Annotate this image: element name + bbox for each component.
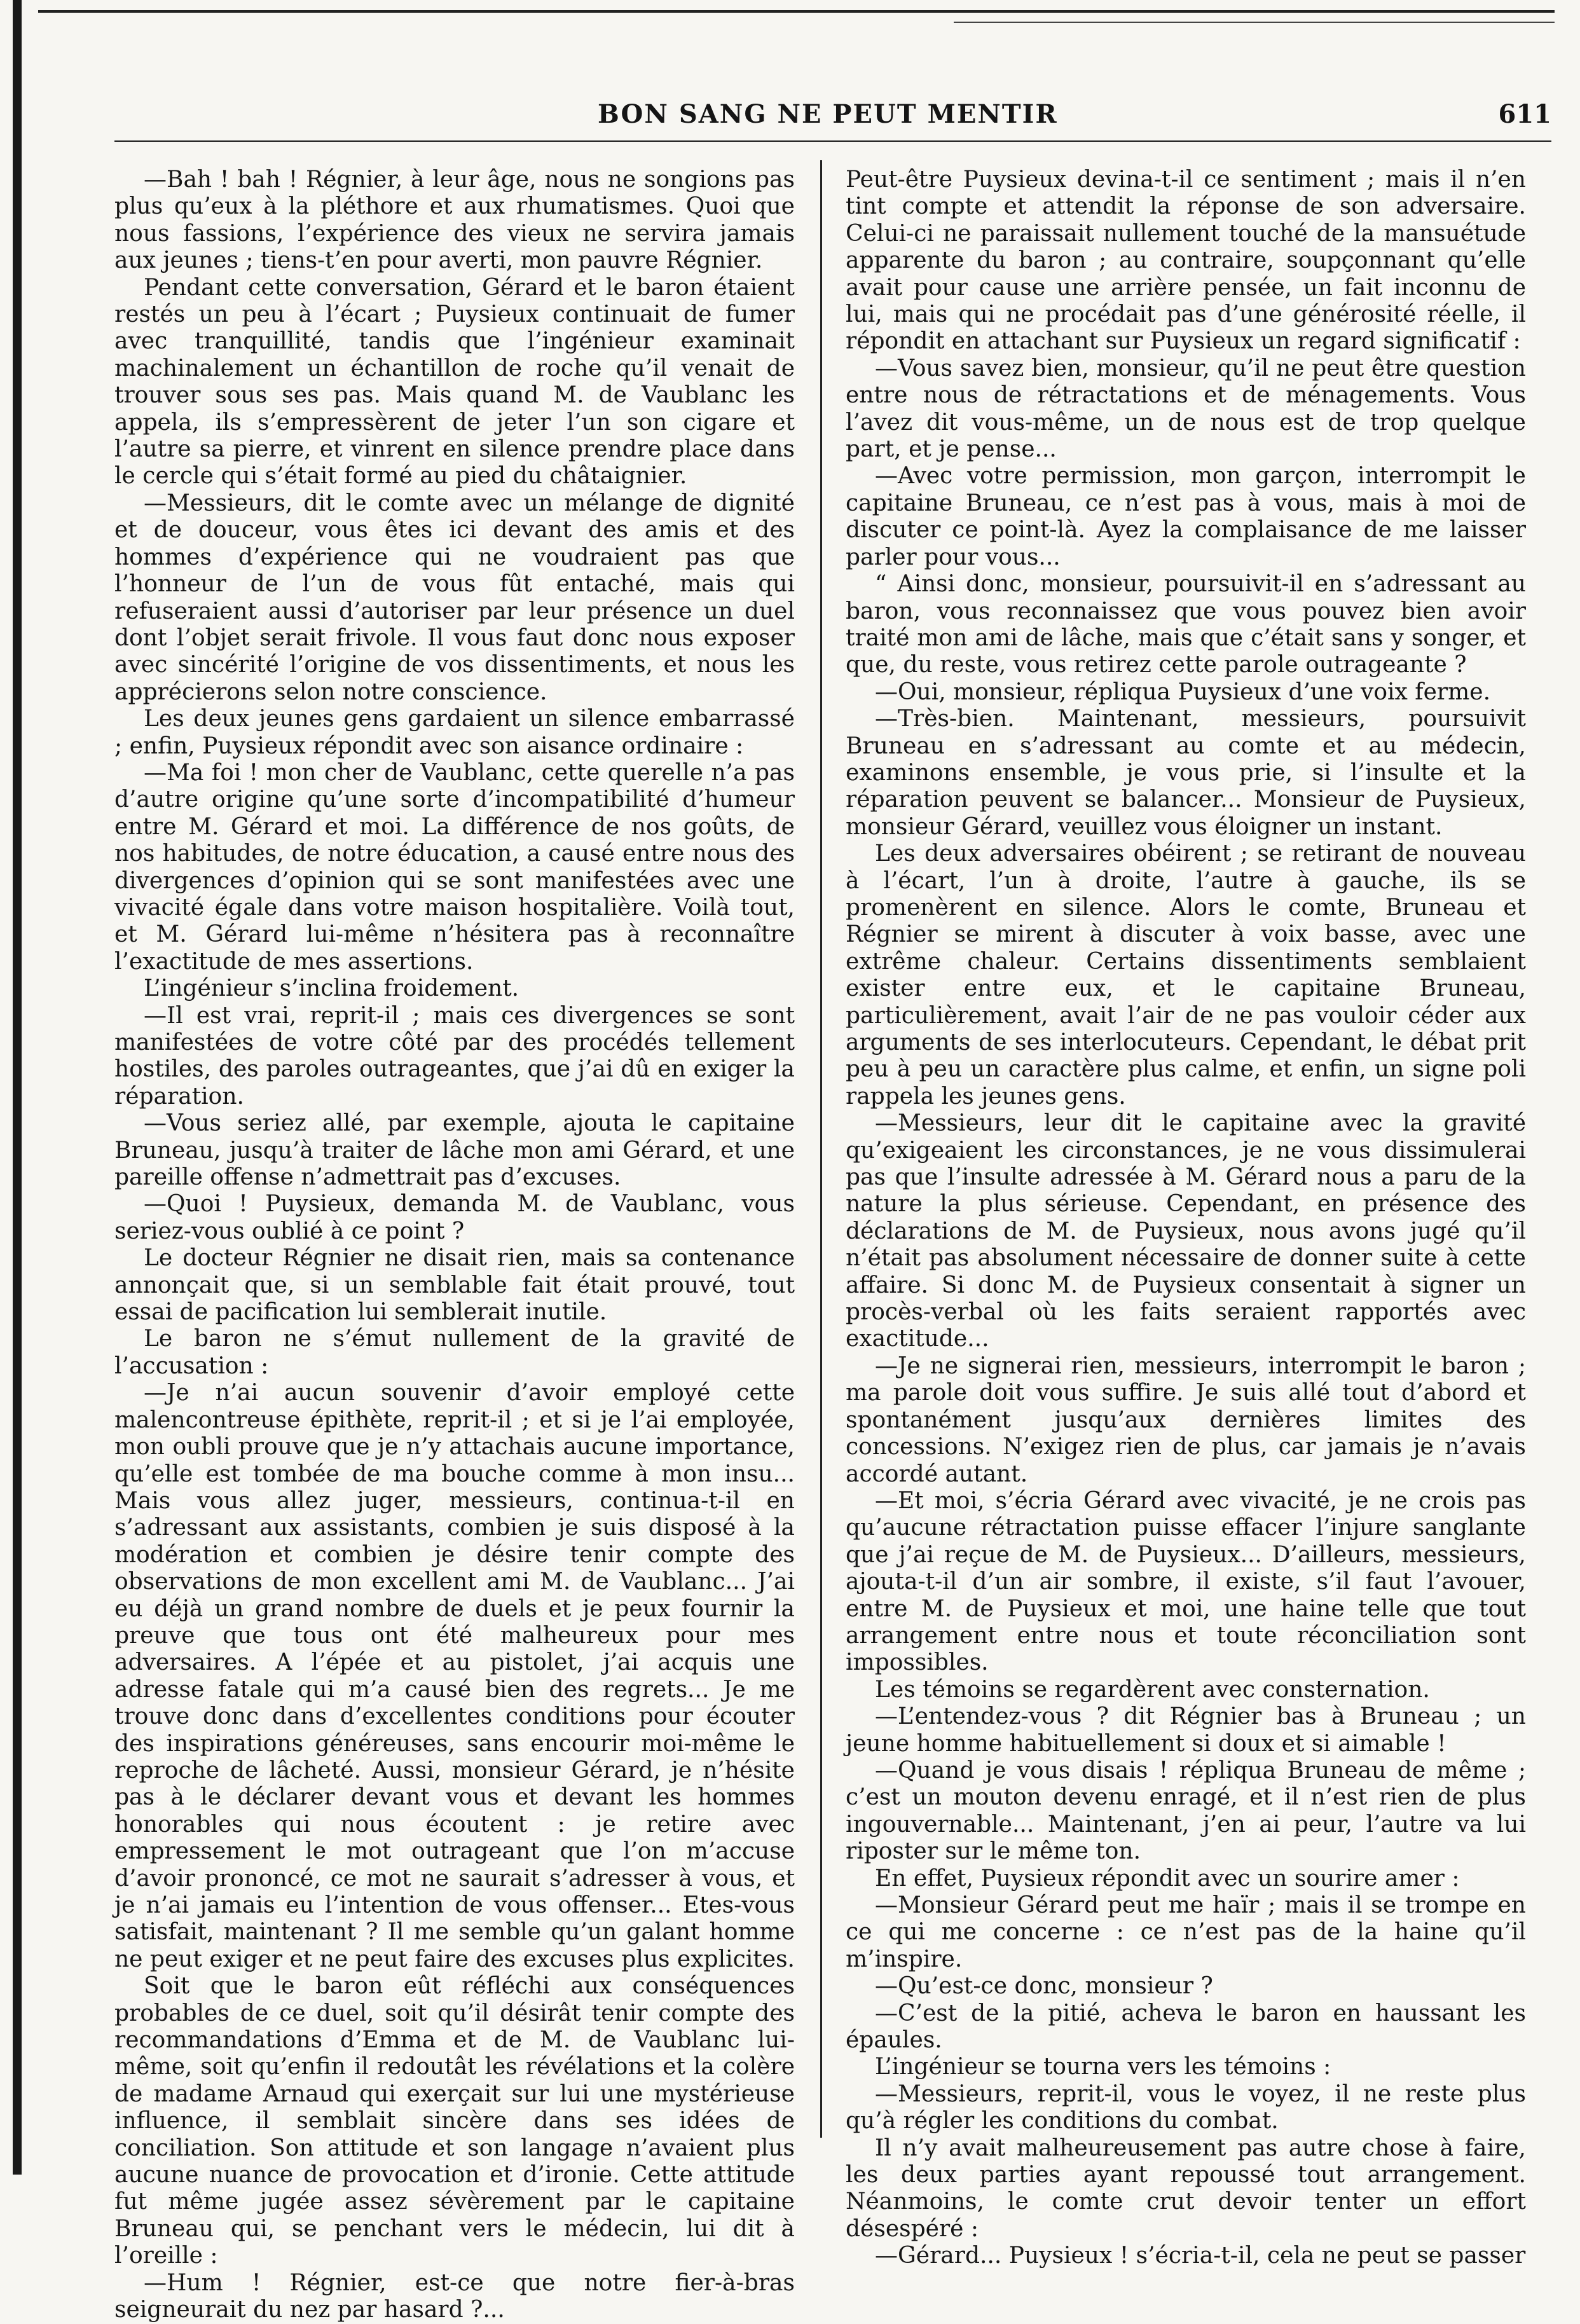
- paragraph: —Messieurs, leur dit le capitaine avec la gravité qu’exigeaient les circonstances, je ne vous dissimulerai pas que l’insulte adressée à M. Gérard nous a paru de la nature la plus sérieuse. Cependant, en présence des déclarations de M. de Puysieux, nous avons jugé qu’il n’était pas absolument nécessaire de donner suite à cette affaire. Si donc M. de Puysieux consentait à signer un procès-verbal où les faits seraient rapportés avec exactitude...: [846, 1110, 1526, 1352]
- left-column: [114, 167, 795, 2324]
- paragraph: —Messieurs, dit le comte avec un mélange de dignité et de douceur, vous êtes ici devant des amis et des hommes d’expérience qui ne voudraient pas que l’honneur de l’un de vous fût entaché, mais qui refuseraient aussi d’autoriser par leur présence un duel dont l’objet serait frivole. Il vous faut donc nous exposer avec sincérité l’origine de vos dissentiments, et nous les apprécierons selon notre conscience.: [114, 490, 795, 705]
- column-divider: [820, 160, 822, 2138]
- paragraph: —Et moi, s’écria Gérard avec vivacité, je ne crois pas qu’aucune rétractation puisse effacer l’injure sanglante que j’ai reçue de M. de Puysieux... D’ailleurs, messieurs, ajouta-t-il d’un air sombre, il existe, s’il faut l’avouer, entre M. de Puysieux et moi, une haine telle que tout arrangement entre nous et toute réconciliation sont impossibles.: [846, 1487, 1526, 1676]
- header-rule: [114, 140, 1551, 142]
- paragraph: —Qu’est-ce donc, monsieur ?: [875, 1973, 1213, 2000]
- top-border-rule: [38, 10, 1555, 13]
- paragraph: Soit que le baron eût réfléchi aux conséquences probables de ce duel, soit qu’il désirât tenir compte des recommandations d’Emma et de M. de Vaublanc lui-même, soit qu’enfin il redoutât les révélations et la colère de madame Arnaud qui exerçait sur lui une mystérieuse influence, il semblait sincère dans ses idées de conciliation. Son attitude et son langage n’avaient plus aucune nuance de provocation et d’ironie. Cette attitude fut même jugée assez sévèrement par le capitaine Bruneau qui, se penchant vers le médecin, lui dit à l’oreille :: [114, 1973, 795, 2269]
- paragraph: Les deux adversaires obéirent ; se retirant de nouveau à l’écart, l’un à droite, l’autre à gauche, ils se promenèrent en silence. Alors le comte, Bruneau et Régnier se mirent à discuter à voix basse, avec une extrême chaleur. Certains dissentiments semblaient exister entre eux, et le capitaine Bruneau, particulièrement, avait l’air de ne pas vouloir céder aux arguments de ses interlocuteurs. Cependant, le débat prit peu à peu un caractère plus calme, et enfin, un signe poli rappela les jeunes gens.: [846, 841, 1526, 1110]
- paragraph: —L’entendez-vous ? dit Régnier bas à Bruneau ; un jeune homme habituellement si doux et si aimable !: [846, 1703, 1526, 1757]
- paragraph: Le docteur Régnier ne disait rien, mais sa contenance annonçait que, si un semblable fait était prouvé, tout essai de pacification lui semblerait inutile.: [114, 1245, 795, 1326]
- paragraph: Le baron ne s’émut nullement de la gravité de l’accusation :: [114, 1326, 795, 1379]
- binding-edge: [13, 0, 22, 2175]
- paragraph: —Vous savez bien, monsieur, qu’il ne peut être question entre nous de rétractations et de ménagements. Vous l’avez dit vous-même, un de nous est de trop quelque part, et je pense...: [846, 355, 1526, 463]
- paragraph: —Ma foi ! mon cher de Vaublanc, cette querelle n’a pas d’autre origine qu’une sorte d’incompatibilité d’humeur entre M. Gérard et moi. La différence de nos goûts, de nos habitudes, de notre éducation, a causé entre nous des divergences d’opinion qui se sont manifestées avec une vivacité égale dans votre maison hospitalière. Voilà tout, et M. Gérard lui-même n’hésitera pas à reconnaître l’exactitude de mes assertions.: [114, 759, 795, 975]
- paragraph: —C’est de la pitié, acheva le baron en haussant les épaules.: [846, 2000, 1526, 2054]
- right-column: [846, 167, 1526, 2270]
- paragraph: Les témoins se regardèrent avec consternation.: [875, 1676, 1430, 1703]
- paragraph: —Oui, monsieur, répliqua Puysieux d’une voix ferme.: [875, 678, 1491, 705]
- paragraph: —Gérard... Puysieux ! s’écria-t-il, cela ne peut se passer: [875, 2243, 1526, 2269]
- paragraph: —Je n’ai aucun souvenir d’avoir employé cette malencontreuse épithète, reprit-il ; et si je l’ai employée, mon oubli prouve que je n’y attachais aucune importance, qu’elle est tombée de ma bouche comme à mon insu... Mais vous allez juger, messieurs, continua-t-il en s’adressant aux assistants, combien je suis disposé à la modération et combien je désire tenir compte des observations de mon excellent ami M. de Vaublanc... J’ai eu déjà un grand nombre de duels et je peux fournir la preuve que tous ont été malheureux pour mes adversaires. A l’épée et au pistolet, j’ai acquis une adresse fatale qui m’a causé bien des regrets... Je me trouve donc dans d’excellentes conditions pour écouter des inspirations généreuses, sans encourir moi-même le reproche de lâcheté. Aussi, monsieur Gérard, je n’hésite pas à le déclarer devant vous et devant les hommes honorables qui nous écoutent : je retire avec empressement le mot outrageant que l’on m’accuse d’avoir prononcé, ce mot ne saurait s’adresser à vous, et je n’ai jamais eu l’intention de vous offenser... Etes-vous satisfait, maintenant ? Il me semble qu’un galant homme ne peut exiger et ne peut faire des excuses plus explicites.: [114, 1380, 795, 1972]
- paragraph: Il n’y avait malheureusement pas autre chose à faire, les deux parties ayant repoussé tout arrangement. Néanmoins, le comte crut devoir tenter un effort désespéré :: [846, 2135, 1526, 2242]
- paragraph: —Monsieur Gérard peut me haïr ; mais il se trompe en ce qui me concerne : ce n’est pas de la haine qu’il m’inspire.: [846, 1892, 1526, 1972]
- paragraph: —Très-bien. Maintenant, messieurs, poursuivit Bruneau en s’adressant au comte et au médecin, examinons ensemble, je vous prie, si l’insulte et la réparation peuvent se balancer... Monsieur de Puysieux, monsieur Gérard, veuillez vous éloigner un instant.: [846, 706, 1526, 840]
- paragraph: —Messieurs, reprit-il, vous le voyez, il ne reste plus qu’à régler les conditions du combat.: [846, 2080, 1526, 2135]
- paragraph: Pendant cette conversation, Gérard et le baron étaient restés un peu à l’écart ; Puysieux continuait de fumer avec tranquillité, tandis que l’ingénieur examinait machinalement un échantillon de roche qu’il venait de trouver sous ses pas. Mais quand M. de Vaublanc les appela, ils s’empressèrent de jeter l’un son cigare et l’autre sa pierre, et vinrent en silence prendre place dans le cercle qui s’était formé au pied du châtaignier.: [114, 274, 795, 490]
- paragraph: L’ingénieur se tourna vers les témoins :: [875, 2054, 1331, 2080]
- page-header: [114, 95, 1551, 134]
- running-head: BON SANG NE PEUT MENTIR: [598, 99, 1058, 129]
- paragraph: En effet, Puysieux répondit avec un sourire amer :: [875, 1865, 1460, 1892]
- paragraph: Les deux jeunes gens gardaient un silence embarrassé ; enfin, Puysieux répondit avec son aisance ordinaire :: [114, 706, 795, 759]
- paragraph: —Bah ! bah ! Régnier, à leur âge, nous ne songions pas plus qu’eux à la pléthore et aux rhumatismes. Quoi que nous fassions, l’expérience des vieux ne servira jamais aux jeunes ; tiens-t’en pour averti, mon pauvre Régnier.: [114, 167, 795, 274]
- paragraph: L’ingénieur s’inclina froidement.: [144, 975, 519, 1002]
- paragraph: —Hum ! Régnier, est-ce que notre fier-à-bras seigneurait du nez par hasard ?...: [114, 2269, 795, 2323]
- top-border-rule-secondary: [954, 22, 1555, 23]
- page-number: 611: [1498, 99, 1551, 129]
- paragraph: —Quoi ! Puysieux, demanda M. de Vaublanc, vous seriez-vous oublié à ce point ?: [114, 1191, 795, 1244]
- paragraph: —Avec votre permission, mon garçon, interrompit le capitaine Bruneau, ce n’est pas à vous, mais à moi de discuter ce point-là. Ayez la complaisance de me laisser parler pour vous...: [846, 463, 1526, 570]
- paragraph: —Je ne signerai rien, messieurs, interrompit le baron ; ma parole doit vous suffire. Je suis allé tout d’abord et spontanément jusqu’aux dernières limites des concessions. N’exigez rien de plus, car jamais je n’avais accordé autant.: [846, 1352, 1526, 1487]
- paragraph: Peut-être Puysieux devina-t-il ce sentiment ; mais il n’en tint compte et attendit la réponse de son adversaire. Celui-ci ne paraissait nullement touché de la mansuétude apparente du baron ; au contraire, soupçonnant qu’elle avait pour cause une arrière pensée, un fait inconnu de lui, mais qui ne procédait pas d’une générosité réelle, il répondit en attachant sur Puysieux un regard significatif :: [846, 167, 1526, 355]
- paragraph: —Vous seriez allé, par exemple, ajouta le capitaine Bruneau, jusqu’à traiter de lâche mon ami Gérard, et une pareille offense n’admettrait pas d’excuses.: [114, 1110, 795, 1191]
- paragraph: —Il est vrai, reprit-il ; mais ces divergences se sont manifestées de votre côté par des procédés tellement hostiles, des paroles outrageantes, que j’ai dû en exiger la réparation.: [114, 1002, 795, 1110]
- paragraph: —Quand je vous disais ! répliqua Bruneau de même ; c’est un mouton devenu enragé, et il n’est rien de plus ingouvernable... Maintenant, j’en ai peur, l’autre va lui riposter sur le même ton.: [846, 1757, 1526, 1865]
- paragraph: “ Ainsi donc, monsieur, poursuivit-il en s’adressant au baron, vous reconnaissez que vous pouvez bien avoir traité mon ami de lâche, mais que c’était sans y songer, et que, du reste, vous retirez cette parole outrageante ?: [846, 571, 1526, 678]
